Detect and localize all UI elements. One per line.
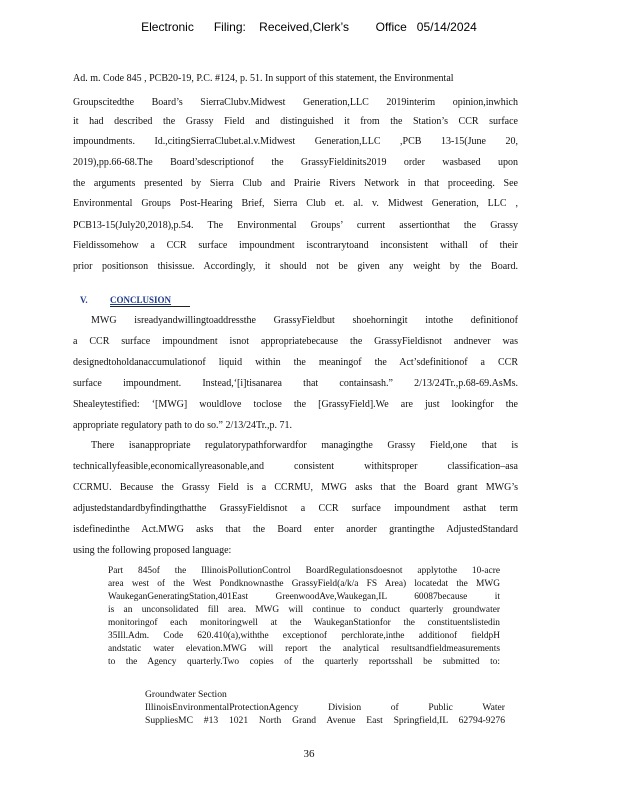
address-line: Groundwater Section [145,689,227,700]
body-line: Ad. m. Code 845 , PCB20-19, P.C. #124, p. 51. In support of this statement, the Environmental [73,73,454,84]
body-line: adjustedstandardbyfindingthatthe GrassyFieldisnot a CCR surface impoundment asthat term [73,503,518,514]
section-number: V. [80,295,88,305]
body-line: Groupscitedthe Board’s SierraClubv.Midwest Generation,LLC 2019interim opinion,inwhich [73,97,518,108]
address-line: SuppliesMC #13 1021 North Grand Avenue East Springfield,IL 62794-9276 [145,715,505,726]
section-underline [110,306,190,307]
body-line: it had described the Grassy Field and distinguished it from the Station’s CCR surface [73,116,518,127]
body-line: MWG isreadyandwillingtoaddressthe GrassyFieldbut shoehorningit intothe definitionof [91,315,518,326]
body-line: technicallyfeasible,economicallyreasonable,and consistent withitsproper classification–asa [73,461,518,472]
body-line: CCRMU. Because the Grassy Field is a CCRMU, MWG asks that the Board grant MWG’s [73,482,518,493]
quote-line: Part 845of the IllinoisPollutionControl BoardRegulationsdoesnot applytothe 10-acre [108,566,500,576]
body-line: There isanappropriate regulatorypathforwardfor managingthe Grassy Field,one that is [91,440,518,451]
quote-line: area west of the West Pondknownasthe GrassyField(a/k/a FS Area) locatedat the MWG [108,579,500,589]
body-line: appropriate regulatory path to do so.” 2/13/24Tr.,p. 71. [73,420,293,431]
body-line: a CCR surface impoundment isnot appropriatebecause the GrassyFieldisnot andnever was [73,336,518,347]
section-heading: CONCLUSION [110,295,172,305]
quote-line: andstatic water elevation.MWG will report the analytical resultsandfieldmeasurements [108,644,500,654]
body-line: prior positionson thisissue. Accordingly, it should not be given any weight by the Board. [73,261,518,272]
body-line: Fieldissomehow a CCR surface impoundment iscontrarytoand inconsistent withall of their [73,240,518,251]
body-line: Shealeytestified: ‘[MWG] wouldlove toclose the [GrassyField].We are just lookingfor the [73,399,518,410]
filing-header: Electronic Filing: Received,Clerk’s Office 05/14/2024 [141,20,477,34]
quote-line: is an unconsolidated fill area. MWG will continue to conduct quarterly groundwater [108,605,500,615]
body-line: impoundments. Id.,citingSierraClubet.al.v.Midwest Generation,LLC ,PCB 13-15(June 20, [73,136,518,147]
address-line: IllinoisEnvironmentalProtectionAgency Division of Public Water [145,702,505,713]
quote-line: monitoringof each monitoringwell at the WaukeganStationfor the constituentslistedin [108,618,500,628]
body-line: designedtoholdanaccumulationof liquid within the meaningof the Act’sdefinitionof a CCR [73,357,518,368]
quote-line: WaukeganGeneratingStation,401East GreenwoodAve,Waukegan,IL 60087because it [108,592,500,602]
body-line: Environmental Groups Post-Hearing Brief, Sierra Club et. al. v. Midwest Generation, LLC , [73,198,518,209]
body-line: the arguments presented by Sierra Club and Prairie Rivers Network in that proceeding. See [73,178,518,189]
body-line: PCB13-15(July20,2018),p.54. The Environmental Groups’ current assertionthat the Grassy [73,220,518,231]
quote-line: to the Agency quarterly.Two copies of the quarterly reportsshall be submitted to: [108,657,500,667]
body-line: using the following proposed language: [73,545,232,556]
page-number: 36 [303,748,315,760]
body-line: isdefinedinthe Act.MWG asks that the Board enter anorder grantingthe AdjustedStandard [73,524,518,535]
body-line: 2019),pp.66-68.The Board’sdescriptionof the GrassyFieldinits2019 order wasbased upon [73,157,518,168]
quote-line: 35Ill.Adm. Code 620.410(a),withthe exceptionof perchlorate,inthe additionof fieldpH [108,631,500,641]
body-line: surface impoundment. Instead,‘[i]tisanarea that containsash.” 2/13/24Tr.,p.68-69.AsMs. [73,378,518,389]
